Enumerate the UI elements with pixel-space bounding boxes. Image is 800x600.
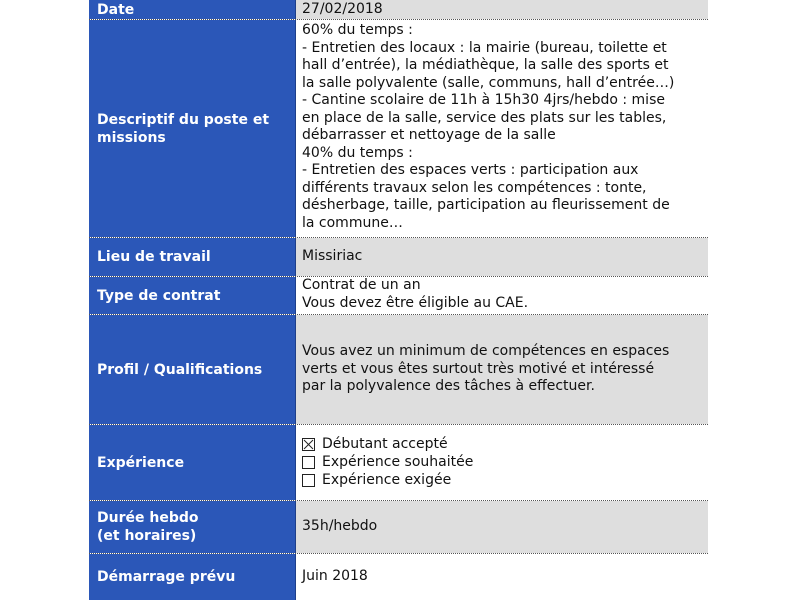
contrat-label: Type de contrat xyxy=(89,277,296,314)
descriptif-line: débarrasser et nettoyage de la salle xyxy=(302,127,556,143)
descriptif-line: désherbage, taille, participation au fleurissement de xyxy=(302,197,670,213)
profil-line: Vous avez un minimum de compétences en espaces xyxy=(302,343,670,360)
contrat-line: Vous devez être éligible au CAE. xyxy=(302,294,529,311)
contrat-value xyxy=(296,277,708,314)
duree-label-line-1: Durée hebdo xyxy=(97,510,199,526)
row-demarrage xyxy=(89,554,708,600)
descriptif-line: - Cantine scolaire de 11h à 15h30 4jrs/hebdo : mise xyxy=(302,92,665,108)
descriptif-value xyxy=(296,20,708,237)
descriptif-line: en place de la salle, service des plats sur les tables, xyxy=(302,109,667,126)
descriptif-line: différents travaux selon les compétences : tonte, xyxy=(302,179,647,196)
job-offer-table xyxy=(89,0,708,600)
row-lieu xyxy=(89,238,708,277)
descriptif-label-line-1: Descriptif du poste et xyxy=(97,111,270,128)
experience-option-label: Expérience souhaitée xyxy=(322,453,474,470)
descriptif-line: hall d’entrée), la médiathèque, la salle des sports et xyxy=(302,57,669,73)
contrat-line: Contrat de un an xyxy=(302,277,421,293)
duree-value: 35h/hebdo xyxy=(296,501,708,553)
profil-value xyxy=(296,315,708,424)
experience-option-exigee[interactable] xyxy=(302,472,702,490)
lieu-value: Missiriac xyxy=(296,238,708,276)
lieu-label: Lieu de travail xyxy=(89,238,296,276)
row-contrat xyxy=(89,277,708,315)
experience-option-debutant[interactable] xyxy=(302,436,702,454)
experience-option-label: Débutant accepté xyxy=(322,435,448,452)
duree-label xyxy=(89,501,296,553)
row-experience xyxy=(89,425,708,501)
checkbox-checked-icon[interactable] xyxy=(302,438,315,451)
descriptif-line: la salle polyvalente (salle, communs, hall d’entrée…) xyxy=(302,74,675,91)
checkbox-empty-icon[interactable] xyxy=(302,456,315,469)
profil-line: verts et vous êtes surtout très motivé et intéressé xyxy=(302,360,655,377)
demarrage-value: Juin 2018 xyxy=(296,554,708,600)
row-profil xyxy=(89,315,708,425)
profil-label: Profil / Qualifications xyxy=(89,315,296,424)
date-value: 27/02/2018 xyxy=(296,0,708,19)
descriptif-line: la commune… xyxy=(302,214,403,231)
row-descriptif xyxy=(89,20,708,238)
descriptif-label xyxy=(89,20,296,237)
experience-option-label: Expérience exigée xyxy=(322,471,452,488)
descriptif-line: - Entretien des espaces verts : participation aux xyxy=(302,162,639,178)
duree-label-line-2: (et horaires) xyxy=(97,528,197,544)
experience-label: Expérience xyxy=(89,425,296,500)
experience-options xyxy=(296,425,708,500)
profil-line: par la polyvalence des tâches à effectuer. xyxy=(302,378,595,395)
descriptif-line: - Entretien des locaux : la mairie (bureau, toilette et xyxy=(302,39,667,56)
row-date xyxy=(89,0,708,20)
checkbox-empty-icon[interactable] xyxy=(302,474,315,487)
row-duree xyxy=(89,501,708,554)
demarrage-label: Démarrage prévu xyxy=(89,554,296,600)
descriptif-label-line-2: missions xyxy=(97,129,166,146)
date-label: Date xyxy=(89,0,296,19)
experience-option-souhaitee[interactable] xyxy=(302,454,702,472)
descriptif-line: 40% du temps : xyxy=(302,144,413,161)
descriptif-line: 60% du temps : xyxy=(302,22,413,38)
